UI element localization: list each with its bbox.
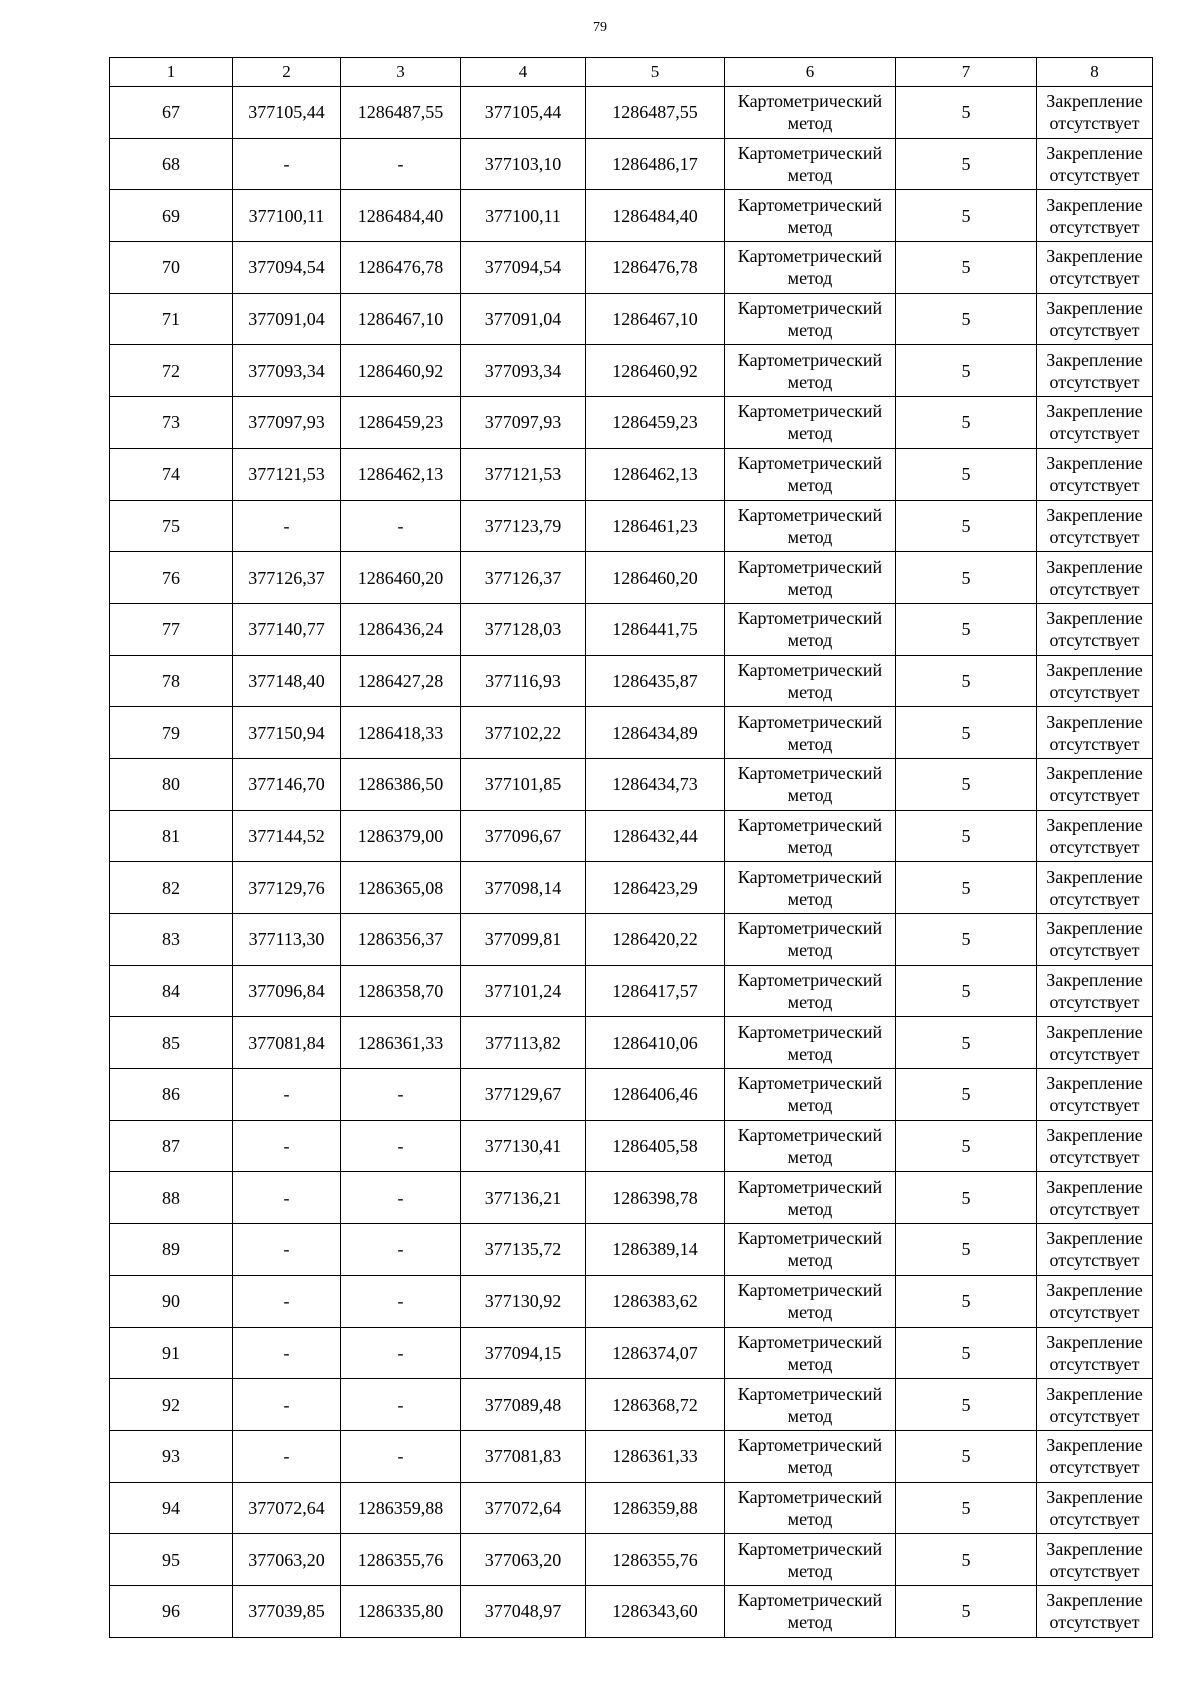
existing-x-cell: 377097,93 bbox=[233, 397, 341, 449]
refined-x-cell: 377089,48 bbox=[461, 1379, 586, 1431]
refined-y-cell: 1286389,14 bbox=[586, 1224, 725, 1276]
point-number-cell: 68 bbox=[110, 138, 233, 190]
existing-x-cell: 377063,20 bbox=[233, 1534, 341, 1586]
fixation-cell: Закрепление отсутствует bbox=[1037, 500, 1153, 552]
fixation-cell: Закрепление отсутствует bbox=[1037, 1482, 1153, 1534]
existing-x-cell: - bbox=[233, 138, 341, 190]
method-cell: Картометрический метод bbox=[725, 1017, 896, 1069]
refined-y-cell: 1286374,07 bbox=[586, 1327, 725, 1379]
refined-x-cell: 377105,44 bbox=[461, 87, 586, 139]
accuracy-cell: 5 bbox=[896, 138, 1037, 190]
refined-x-cell: 377099,81 bbox=[461, 914, 586, 966]
accuracy-cell: 5 bbox=[896, 500, 1037, 552]
table-row bbox=[110, 500, 1153, 552]
refined-y-cell: 1286487,55 bbox=[586, 87, 725, 139]
table-row bbox=[110, 1379, 1153, 1431]
page-number: 79 bbox=[593, 20, 607, 35]
method-cell: Картометрический метод bbox=[725, 242, 896, 294]
refined-y-cell: 1286343,60 bbox=[586, 1585, 725, 1637]
column-header: 5 bbox=[586, 58, 725, 87]
table-row bbox=[110, 603, 1153, 655]
existing-y-cell: 1286436,24 bbox=[341, 603, 461, 655]
existing-x-cell: 377146,70 bbox=[233, 758, 341, 810]
column-header: 2 bbox=[233, 58, 341, 87]
method-cell: Картометрический метод bbox=[725, 1069, 896, 1121]
fixation-cell: Закрепление отсутствует bbox=[1037, 397, 1153, 449]
method-cell: Картометрический метод bbox=[725, 1327, 896, 1379]
existing-y-cell: - bbox=[341, 1430, 461, 1482]
point-number-cell: 72 bbox=[110, 345, 233, 397]
existing-x-cell: 377091,04 bbox=[233, 293, 341, 345]
refined-y-cell: 1286484,40 bbox=[586, 190, 725, 242]
existing-x-cell: 377148,40 bbox=[233, 655, 341, 707]
refined-y-cell: 1286405,58 bbox=[586, 1120, 725, 1172]
method-cell: Картометрический метод bbox=[725, 448, 896, 500]
refined-y-cell: 1286355,76 bbox=[586, 1534, 725, 1586]
method-cell: Картометрический метод bbox=[725, 1585, 896, 1637]
table-row bbox=[110, 293, 1153, 345]
accuracy-cell: 5 bbox=[896, 914, 1037, 966]
refined-y-cell: 1286467,10 bbox=[586, 293, 725, 345]
accuracy-cell: 5 bbox=[896, 242, 1037, 294]
table-row bbox=[110, 190, 1153, 242]
accuracy-cell: 5 bbox=[896, 1275, 1037, 1327]
fixation-cell: Закрепление отсутствует bbox=[1037, 603, 1153, 655]
refined-x-cell: 377130,41 bbox=[461, 1120, 586, 1172]
method-cell: Картометрический метод bbox=[725, 758, 896, 810]
accuracy-cell: 5 bbox=[896, 1534, 1037, 1586]
point-number-cell: 67 bbox=[110, 87, 233, 139]
refined-x-cell: 377135,72 bbox=[461, 1224, 586, 1276]
accuracy-cell: 5 bbox=[896, 810, 1037, 862]
refined-x-cell: 377126,37 bbox=[461, 552, 586, 604]
fixation-cell: Закрепление отсутствует bbox=[1037, 1069, 1153, 1121]
method-cell: Картометрический метод bbox=[725, 862, 896, 914]
existing-x-cell: - bbox=[233, 1172, 341, 1224]
refined-y-cell: 1286423,29 bbox=[586, 862, 725, 914]
refined-x-cell: 377072,64 bbox=[461, 1482, 586, 1534]
existing-x-cell: - bbox=[233, 1379, 341, 1431]
table-row bbox=[110, 1120, 1153, 1172]
fixation-cell: Закрепление отсутствует bbox=[1037, 1379, 1153, 1431]
fixation-cell: Закрепление отсутствует bbox=[1037, 552, 1153, 604]
fixation-cell: Закрепление отсутствует bbox=[1037, 707, 1153, 759]
fixation-cell: Закрепление отсутствует bbox=[1037, 810, 1153, 862]
existing-x-cell: - bbox=[233, 1224, 341, 1276]
point-number-cell: 85 bbox=[110, 1017, 233, 1069]
refined-x-cell: 377129,67 bbox=[461, 1069, 586, 1121]
fixation-cell: Закрепление отсутствует bbox=[1037, 1275, 1153, 1327]
accuracy-cell: 5 bbox=[896, 1585, 1037, 1637]
existing-y-cell: 1286467,10 bbox=[341, 293, 461, 345]
existing-y-cell: - bbox=[341, 1120, 461, 1172]
method-cell: Картометрический метод bbox=[725, 655, 896, 707]
point-number-cell: 71 bbox=[110, 293, 233, 345]
existing-y-cell: 1286359,88 bbox=[341, 1482, 461, 1534]
method-cell: Картометрический метод bbox=[725, 1120, 896, 1172]
table-row bbox=[110, 138, 1153, 190]
fixation-cell: Закрепление отсутствует bbox=[1037, 138, 1153, 190]
fixation-cell: Закрепление отсутствует bbox=[1037, 862, 1153, 914]
table-row bbox=[110, 1482, 1153, 1534]
point-number-cell: 89 bbox=[110, 1224, 233, 1276]
refined-x-cell: 377128,03 bbox=[461, 603, 586, 655]
method-cell: Картометрический метод bbox=[725, 1430, 896, 1482]
existing-y-cell: - bbox=[341, 138, 461, 190]
fixation-cell: Закрепление отсутствует bbox=[1037, 293, 1153, 345]
table-row bbox=[110, 810, 1153, 862]
refined-x-cell: 377103,10 bbox=[461, 138, 586, 190]
fixation-cell: Закрепление отсутствует bbox=[1037, 1534, 1153, 1586]
table-row bbox=[110, 1069, 1153, 1121]
existing-y-cell: 1286361,33 bbox=[341, 1017, 461, 1069]
refined-y-cell: 1286359,88 bbox=[586, 1482, 725, 1534]
refined-y-cell: 1286420,22 bbox=[586, 914, 725, 966]
method-cell: Картометрический метод bbox=[725, 87, 896, 139]
existing-y-cell: 1286476,78 bbox=[341, 242, 461, 294]
point-number-cell: 78 bbox=[110, 655, 233, 707]
existing-y-cell: 1286427,28 bbox=[341, 655, 461, 707]
method-cell: Картометрический метод bbox=[725, 1275, 896, 1327]
existing-x-cell: 377150,94 bbox=[233, 707, 341, 759]
method-cell: Картометрический метод bbox=[725, 603, 896, 655]
point-number-cell: 75 bbox=[110, 500, 233, 552]
existing-x-cell: 377039,85 bbox=[233, 1585, 341, 1637]
accuracy-cell: 5 bbox=[896, 965, 1037, 1017]
method-cell: Картометрический метод bbox=[725, 552, 896, 604]
accuracy-cell: 5 bbox=[896, 397, 1037, 449]
table-row bbox=[110, 1430, 1153, 1482]
existing-y-cell: - bbox=[341, 1224, 461, 1276]
existing-y-cell: - bbox=[341, 1275, 461, 1327]
refined-x-cell: 377101,85 bbox=[461, 758, 586, 810]
existing-x-cell: 377096,84 bbox=[233, 965, 341, 1017]
refined-y-cell: 1286434,73 bbox=[586, 758, 725, 810]
existing-x-cell: 377072,64 bbox=[233, 1482, 341, 1534]
refined-x-cell: 377096,67 bbox=[461, 810, 586, 862]
accuracy-cell: 5 bbox=[896, 862, 1037, 914]
point-number-cell: 69 bbox=[110, 190, 233, 242]
refined-x-cell: 377091,04 bbox=[461, 293, 586, 345]
fixation-cell: Закрепление отсутствует bbox=[1037, 655, 1153, 707]
existing-y-cell: 1286356,37 bbox=[341, 914, 461, 966]
method-cell: Картометрический метод bbox=[725, 1379, 896, 1431]
table-row bbox=[110, 1327, 1153, 1379]
refined-x-cell: 377098,14 bbox=[461, 862, 586, 914]
table-row bbox=[110, 1585, 1153, 1637]
table-row bbox=[110, 1275, 1153, 1327]
point-number-cell: 81 bbox=[110, 810, 233, 862]
existing-x-cell: 377100,11 bbox=[233, 190, 341, 242]
refined-y-cell: 1286417,57 bbox=[586, 965, 725, 1017]
refined-x-cell: 377121,53 bbox=[461, 448, 586, 500]
refined-y-cell: 1286476,78 bbox=[586, 242, 725, 294]
fixation-cell: Закрепление отсутствует bbox=[1037, 758, 1153, 810]
existing-x-cell: - bbox=[233, 1069, 341, 1121]
point-number-cell: 79 bbox=[110, 707, 233, 759]
fixation-cell: Закрепление отсутствует bbox=[1037, 345, 1153, 397]
refined-x-cell: 377097,93 bbox=[461, 397, 586, 449]
accuracy-cell: 5 bbox=[896, 1482, 1037, 1534]
point-number-cell: 90 bbox=[110, 1275, 233, 1327]
header-row bbox=[110, 58, 1153, 87]
existing-x-cell: 377081,84 bbox=[233, 1017, 341, 1069]
refined-y-cell: 1286459,23 bbox=[586, 397, 725, 449]
method-cell: Картометрический метод bbox=[725, 1534, 896, 1586]
method-cell: Картометрический метод bbox=[725, 345, 896, 397]
fixation-cell: Закрепление отсутствует bbox=[1037, 448, 1153, 500]
table-row bbox=[110, 397, 1153, 449]
table-row bbox=[110, 242, 1153, 294]
existing-y-cell: 1286386,50 bbox=[341, 758, 461, 810]
method-cell: Картометрический метод bbox=[725, 397, 896, 449]
accuracy-cell: 5 bbox=[896, 1120, 1037, 1172]
existing-x-cell: - bbox=[233, 500, 341, 552]
fixation-cell: Закрепление отсутствует bbox=[1037, 1017, 1153, 1069]
refined-x-cell: 377102,22 bbox=[461, 707, 586, 759]
point-number-cell: 94 bbox=[110, 1482, 233, 1534]
refined-x-cell: 377123,79 bbox=[461, 500, 586, 552]
method-cell: Картометрический метод bbox=[725, 1224, 896, 1276]
existing-y-cell: - bbox=[341, 1379, 461, 1431]
existing-x-cell: 377144,52 bbox=[233, 810, 341, 862]
refined-y-cell: 1286435,87 bbox=[586, 655, 725, 707]
table-row bbox=[110, 655, 1153, 707]
point-number-cell: 87 bbox=[110, 1120, 233, 1172]
accuracy-cell: 5 bbox=[896, 448, 1037, 500]
column-header: 3 bbox=[341, 58, 461, 87]
table-row bbox=[110, 87, 1153, 139]
refined-y-cell: 1286461,23 bbox=[586, 500, 725, 552]
accuracy-cell: 5 bbox=[896, 1430, 1037, 1482]
refined-x-cell: 377101,24 bbox=[461, 965, 586, 1017]
accuracy-cell: 5 bbox=[896, 1017, 1037, 1069]
table-row bbox=[110, 1224, 1153, 1276]
refined-y-cell: 1286361,33 bbox=[586, 1430, 725, 1482]
refined-x-cell: 377130,92 bbox=[461, 1275, 586, 1327]
fixation-cell: Закрепление отсутствует bbox=[1037, 1224, 1153, 1276]
existing-y-cell: 1286379,00 bbox=[341, 810, 461, 862]
point-number-cell: 84 bbox=[110, 965, 233, 1017]
point-number-cell: 86 bbox=[110, 1069, 233, 1121]
refined-y-cell: 1286486,17 bbox=[586, 138, 725, 190]
accuracy-cell: 5 bbox=[896, 1069, 1037, 1121]
refined-x-cell: 377094,15 bbox=[461, 1327, 586, 1379]
refined-y-cell: 1286460,20 bbox=[586, 552, 725, 604]
table-body bbox=[110, 87, 1153, 1638]
point-number-cell: 80 bbox=[110, 758, 233, 810]
fixation-cell: Закрепление отсутствует bbox=[1037, 242, 1153, 294]
table-row bbox=[110, 707, 1153, 759]
table-row bbox=[110, 345, 1153, 397]
existing-x-cell: - bbox=[233, 1120, 341, 1172]
refined-y-cell: 1286383,62 bbox=[586, 1275, 725, 1327]
point-number-cell: 88 bbox=[110, 1172, 233, 1224]
existing-y-cell: 1286459,23 bbox=[341, 397, 461, 449]
table-row bbox=[110, 1534, 1153, 1586]
fixation-cell: Закрепление отсутствует bbox=[1037, 87, 1153, 139]
refined-y-cell: 1286462,13 bbox=[586, 448, 725, 500]
existing-x-cell: - bbox=[233, 1430, 341, 1482]
method-cell: Картометрический метод bbox=[725, 1172, 896, 1224]
point-number-cell: 70 bbox=[110, 242, 233, 294]
column-header: 1 bbox=[110, 58, 233, 87]
refined-x-cell: 377116,93 bbox=[461, 655, 586, 707]
fixation-cell: Закрепление отсутствует bbox=[1037, 1430, 1153, 1482]
existing-y-cell: 1286358,70 bbox=[341, 965, 461, 1017]
refined-x-cell: 377063,20 bbox=[461, 1534, 586, 1586]
existing-x-cell: 377094,54 bbox=[233, 242, 341, 294]
table-row bbox=[110, 448, 1153, 500]
point-number-cell: 82 bbox=[110, 862, 233, 914]
refined-x-cell: 377136,21 bbox=[461, 1172, 586, 1224]
existing-y-cell: 1286355,76 bbox=[341, 1534, 461, 1586]
coordinates-table bbox=[109, 57, 1153, 1638]
refined-y-cell: 1286368,72 bbox=[586, 1379, 725, 1431]
existing-x-cell: 377140,77 bbox=[233, 603, 341, 655]
refined-x-cell: 377100,11 bbox=[461, 190, 586, 242]
table-row bbox=[110, 965, 1153, 1017]
point-number-cell: 95 bbox=[110, 1534, 233, 1586]
accuracy-cell: 5 bbox=[896, 1379, 1037, 1431]
accuracy-cell: 5 bbox=[896, 190, 1037, 242]
existing-y-cell: - bbox=[341, 1069, 461, 1121]
refined-y-cell: 1286441,75 bbox=[586, 603, 725, 655]
fixation-cell: Закрепление отсутствует bbox=[1037, 190, 1153, 242]
refined-x-cell: 377081,83 bbox=[461, 1430, 586, 1482]
method-cell: Картометрический метод bbox=[725, 190, 896, 242]
method-cell: Картометрический метод bbox=[725, 914, 896, 966]
table-row bbox=[110, 1017, 1153, 1069]
existing-y-cell: 1286460,20 bbox=[341, 552, 461, 604]
column-header: 4 bbox=[461, 58, 586, 87]
point-number-cell: 91 bbox=[110, 1327, 233, 1379]
table-row bbox=[110, 914, 1153, 966]
method-cell: Картометрический метод bbox=[725, 1482, 896, 1534]
existing-x-cell: 377126,37 bbox=[233, 552, 341, 604]
table-row bbox=[110, 552, 1153, 604]
existing-y-cell: 1286460,92 bbox=[341, 345, 461, 397]
fixation-cell: Закрепление отсутствует bbox=[1037, 965, 1153, 1017]
accuracy-cell: 5 bbox=[896, 707, 1037, 759]
accuracy-cell: 5 bbox=[896, 87, 1037, 139]
existing-x-cell: 377121,53 bbox=[233, 448, 341, 500]
accuracy-cell: 5 bbox=[896, 552, 1037, 604]
refined-x-cell: 377094,54 bbox=[461, 242, 586, 294]
existing-y-cell: - bbox=[341, 1327, 461, 1379]
existing-y-cell: 1286418,33 bbox=[341, 707, 461, 759]
accuracy-cell: 5 bbox=[896, 1172, 1037, 1224]
fixation-cell: Закрепление отсутствует bbox=[1037, 914, 1153, 966]
accuracy-cell: 5 bbox=[896, 758, 1037, 810]
existing-y-cell: 1286335,80 bbox=[341, 1585, 461, 1637]
point-number-cell: 93 bbox=[110, 1430, 233, 1482]
refined-y-cell: 1286398,78 bbox=[586, 1172, 725, 1224]
column-header: 8 bbox=[1037, 58, 1153, 87]
existing-y-cell: - bbox=[341, 500, 461, 552]
refined-y-cell: 1286410,06 bbox=[586, 1017, 725, 1069]
point-number-cell: 76 bbox=[110, 552, 233, 604]
accuracy-cell: 5 bbox=[896, 345, 1037, 397]
existing-x-cell: - bbox=[233, 1275, 341, 1327]
existing-x-cell: 377093,34 bbox=[233, 345, 341, 397]
point-number-cell: 73 bbox=[110, 397, 233, 449]
point-number-cell: 92 bbox=[110, 1379, 233, 1431]
refined-y-cell: 1286434,89 bbox=[586, 707, 725, 759]
existing-y-cell: 1286484,40 bbox=[341, 190, 461, 242]
fixation-cell: Закрепление отсутствует bbox=[1037, 1327, 1153, 1379]
column-header: 6 bbox=[725, 58, 896, 87]
existing-x-cell: 377129,76 bbox=[233, 862, 341, 914]
existing-y-cell: 1286462,13 bbox=[341, 448, 461, 500]
refined-x-cell: 377113,82 bbox=[461, 1017, 586, 1069]
method-cell: Картометрический метод bbox=[725, 138, 896, 190]
method-cell: Картометрический метод bbox=[725, 293, 896, 345]
accuracy-cell: 5 bbox=[896, 1224, 1037, 1276]
method-cell: Картометрический метод bbox=[725, 500, 896, 552]
refined-x-cell: 377048,97 bbox=[461, 1585, 586, 1637]
point-number-cell: 74 bbox=[110, 448, 233, 500]
method-cell: Картометрический метод bbox=[725, 965, 896, 1017]
accuracy-cell: 5 bbox=[896, 1327, 1037, 1379]
existing-x-cell: 377105,44 bbox=[233, 87, 341, 139]
refined-y-cell: 1286406,46 bbox=[586, 1069, 725, 1121]
fixation-cell: Закрепление отсутствует bbox=[1037, 1120, 1153, 1172]
table-row bbox=[110, 758, 1153, 810]
point-number-cell: 77 bbox=[110, 603, 233, 655]
point-number-cell: 96 bbox=[110, 1585, 233, 1637]
existing-y-cell: 1286487,55 bbox=[341, 87, 461, 139]
table-row bbox=[110, 1172, 1153, 1224]
accuracy-cell: 5 bbox=[896, 655, 1037, 707]
refined-y-cell: 1286432,44 bbox=[586, 810, 725, 862]
accuracy-cell: 5 bbox=[896, 603, 1037, 655]
method-cell: Картометрический метод bbox=[725, 707, 896, 759]
existing-y-cell: - bbox=[341, 1172, 461, 1224]
fixation-cell: Закрепление отсутствует bbox=[1037, 1172, 1153, 1224]
column-header: 7 bbox=[896, 58, 1037, 87]
method-cell: Картометрический метод bbox=[725, 810, 896, 862]
fixation-cell: Закрепление отсутствует bbox=[1037, 1585, 1153, 1637]
refined-y-cell: 1286460,92 bbox=[586, 345, 725, 397]
table-row bbox=[110, 862, 1153, 914]
accuracy-cell: 5 bbox=[896, 293, 1037, 345]
existing-x-cell: 377113,30 bbox=[233, 914, 341, 966]
refined-x-cell: 377093,34 bbox=[461, 345, 586, 397]
existing-x-cell: - bbox=[233, 1327, 341, 1379]
existing-y-cell: 1286365,08 bbox=[341, 862, 461, 914]
point-number-cell: 83 bbox=[110, 914, 233, 966]
